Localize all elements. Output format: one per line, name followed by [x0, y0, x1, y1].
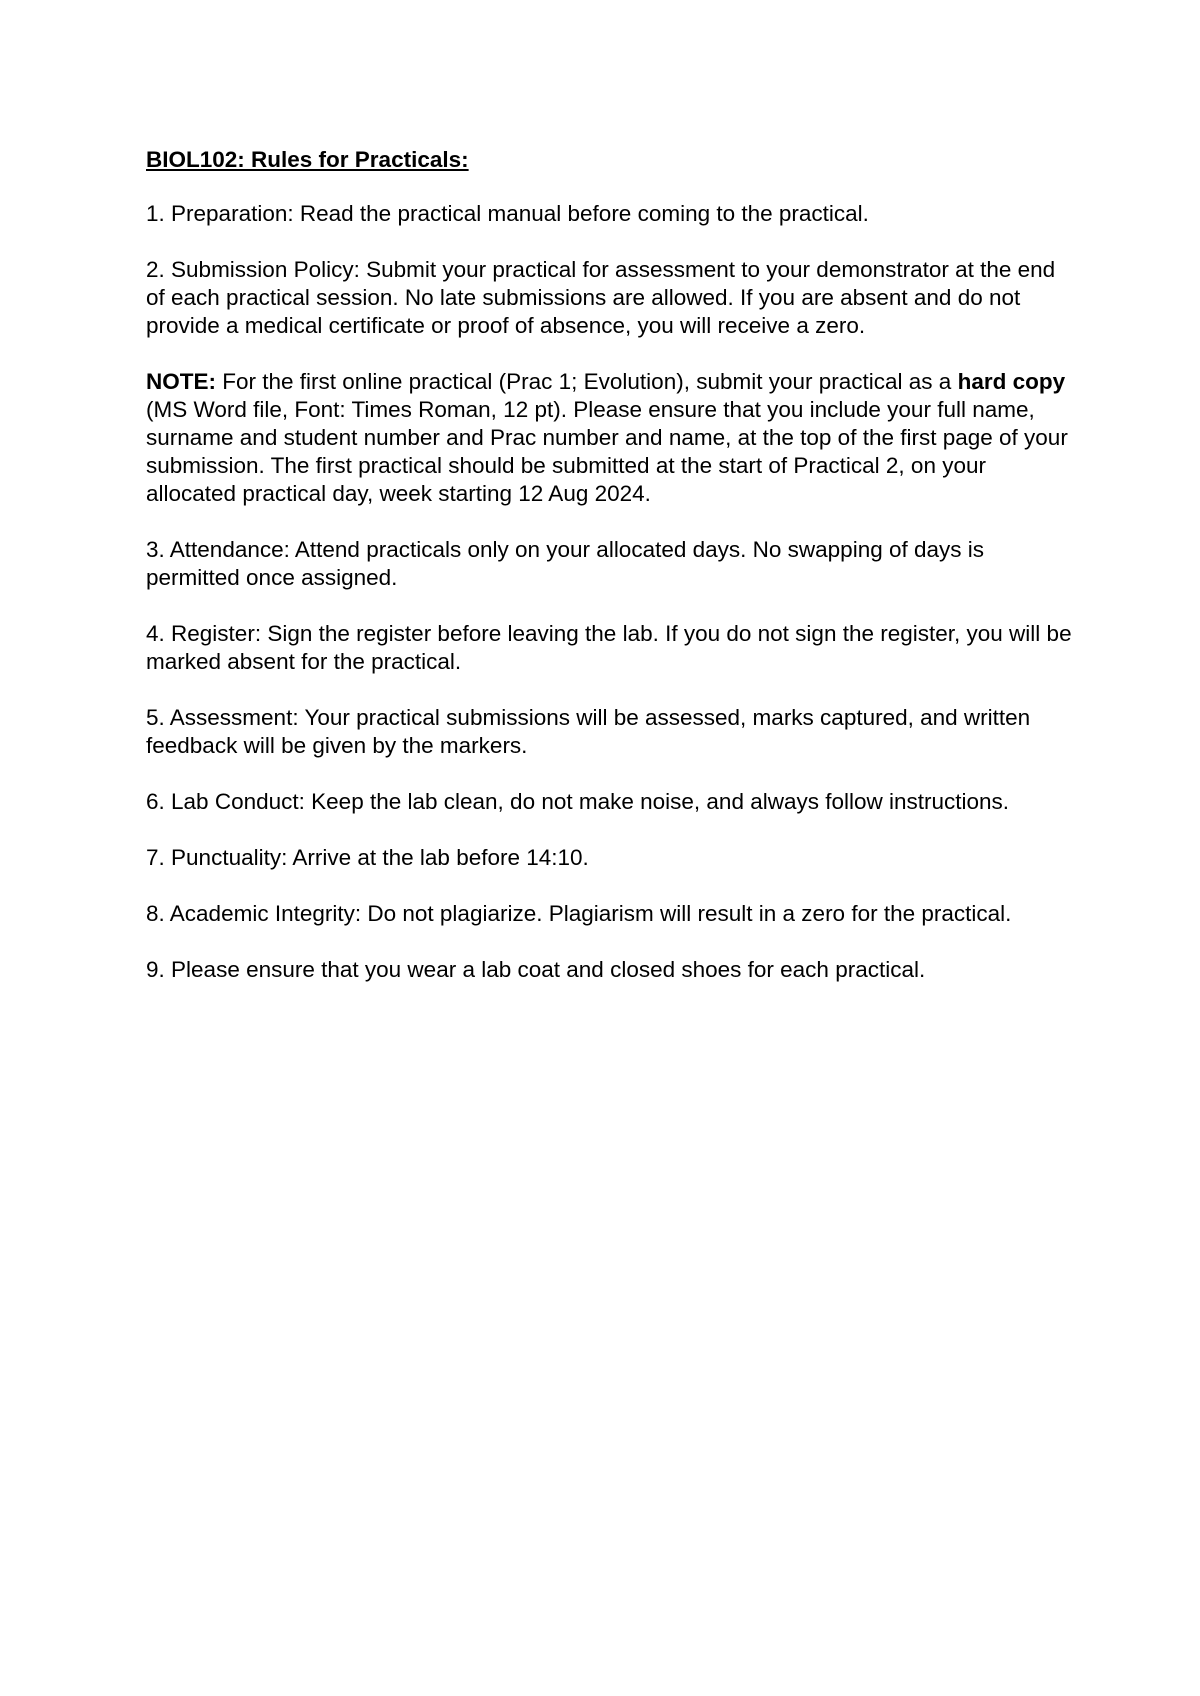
- rule-lab-attire: [146, 956, 1076, 984]
- rule-text: Please ensure that you wear a lab coat and closed shoes for each practical.: [171, 957, 926, 982]
- rule-number: 2.: [146, 257, 165, 282]
- rule-label: Academic Integrity:: [169, 901, 362, 926]
- rule-punctuality: [146, 844, 1076, 872]
- rule-number: 4.: [146, 621, 165, 646]
- rule-label: Lab Conduct:: [171, 789, 305, 814]
- rule-text: Arrive at the lab before 14:10.: [292, 845, 589, 870]
- rule-label: Assessment:: [169, 705, 299, 730]
- note-label: NOTE:: [146, 369, 216, 394]
- rule-label: Preparation:: [171, 201, 294, 226]
- rule-label: Punctuality:: [171, 845, 288, 870]
- rule-text: Attend practicals only on your allocated days. No swapping of days is permitted once assigned.: [146, 537, 985, 590]
- rule-label: Attendance:: [169, 537, 290, 562]
- rule-label: Submission Policy:: [171, 257, 360, 282]
- rule-text: Sign the register before leaving the lab. If you do not sign the register, you will be marked absent for the practical.: [146, 621, 1072, 674]
- rule-number: 6.: [146, 789, 165, 814]
- document-title: BIOL102: Rules for Practicals:: [146, 147, 469, 172]
- rule-academic-integrity: [146, 900, 1076, 928]
- rule-preparation: [146, 200, 1076, 228]
- note-text-before: For the first online practical (Prac 1; Evolution), submit your practical as a: [222, 369, 952, 394]
- rule-attendance: [146, 536, 1076, 592]
- rule-assessment: [146, 704, 1076, 760]
- note-paragraph: [146, 368, 1076, 508]
- rule-text: Your practical submissions will be assessed, marks captured, and written feedback will be given by the markers.: [146, 705, 1031, 758]
- rule-text: Read the practical manual before coming to the practical.: [299, 201, 869, 226]
- rule-number: 9.: [146, 957, 165, 982]
- rule-lab-conduct: [146, 788, 1076, 816]
- note-emphasis: hard copy: [957, 369, 1066, 394]
- rule-text: Do not plagiarize. Plagiarism will result in a zero for the practical.: [367, 901, 1012, 926]
- rule-text: Submit your practical for assessment to your demonstrator at the end of each practical session. No late submissions are allowed. If you are absent and do not provide a medical certificate or proof of absence, you will receive a zero.: [146, 257, 1056, 338]
- note-text-after: (MS Word file, Font: Times Roman, 12 pt). Please ensure that you include your full name, surname and student number and Prac number and name, at the top of the first page of your submission. The first practical should be submitted at the start of Practical 2, on your allocated practical day, week starting 12 Aug 2024.: [146, 397, 1068, 506]
- rule-text: Keep the lab clean, do not make noise, and always follow instructions.: [311, 789, 1010, 814]
- rule-number: 8.: [146, 901, 165, 926]
- rule-number: 5.: [146, 705, 165, 730]
- document-body: [146, 146, 1076, 1012]
- rule-label: Register:: [171, 621, 262, 646]
- rule-submission-policy: [146, 256, 1076, 340]
- rule-number: 1.: [146, 201, 165, 226]
- rule-number: 3.: [146, 537, 165, 562]
- rule-number: 7.: [146, 845, 165, 870]
- rule-register: [146, 620, 1076, 676]
